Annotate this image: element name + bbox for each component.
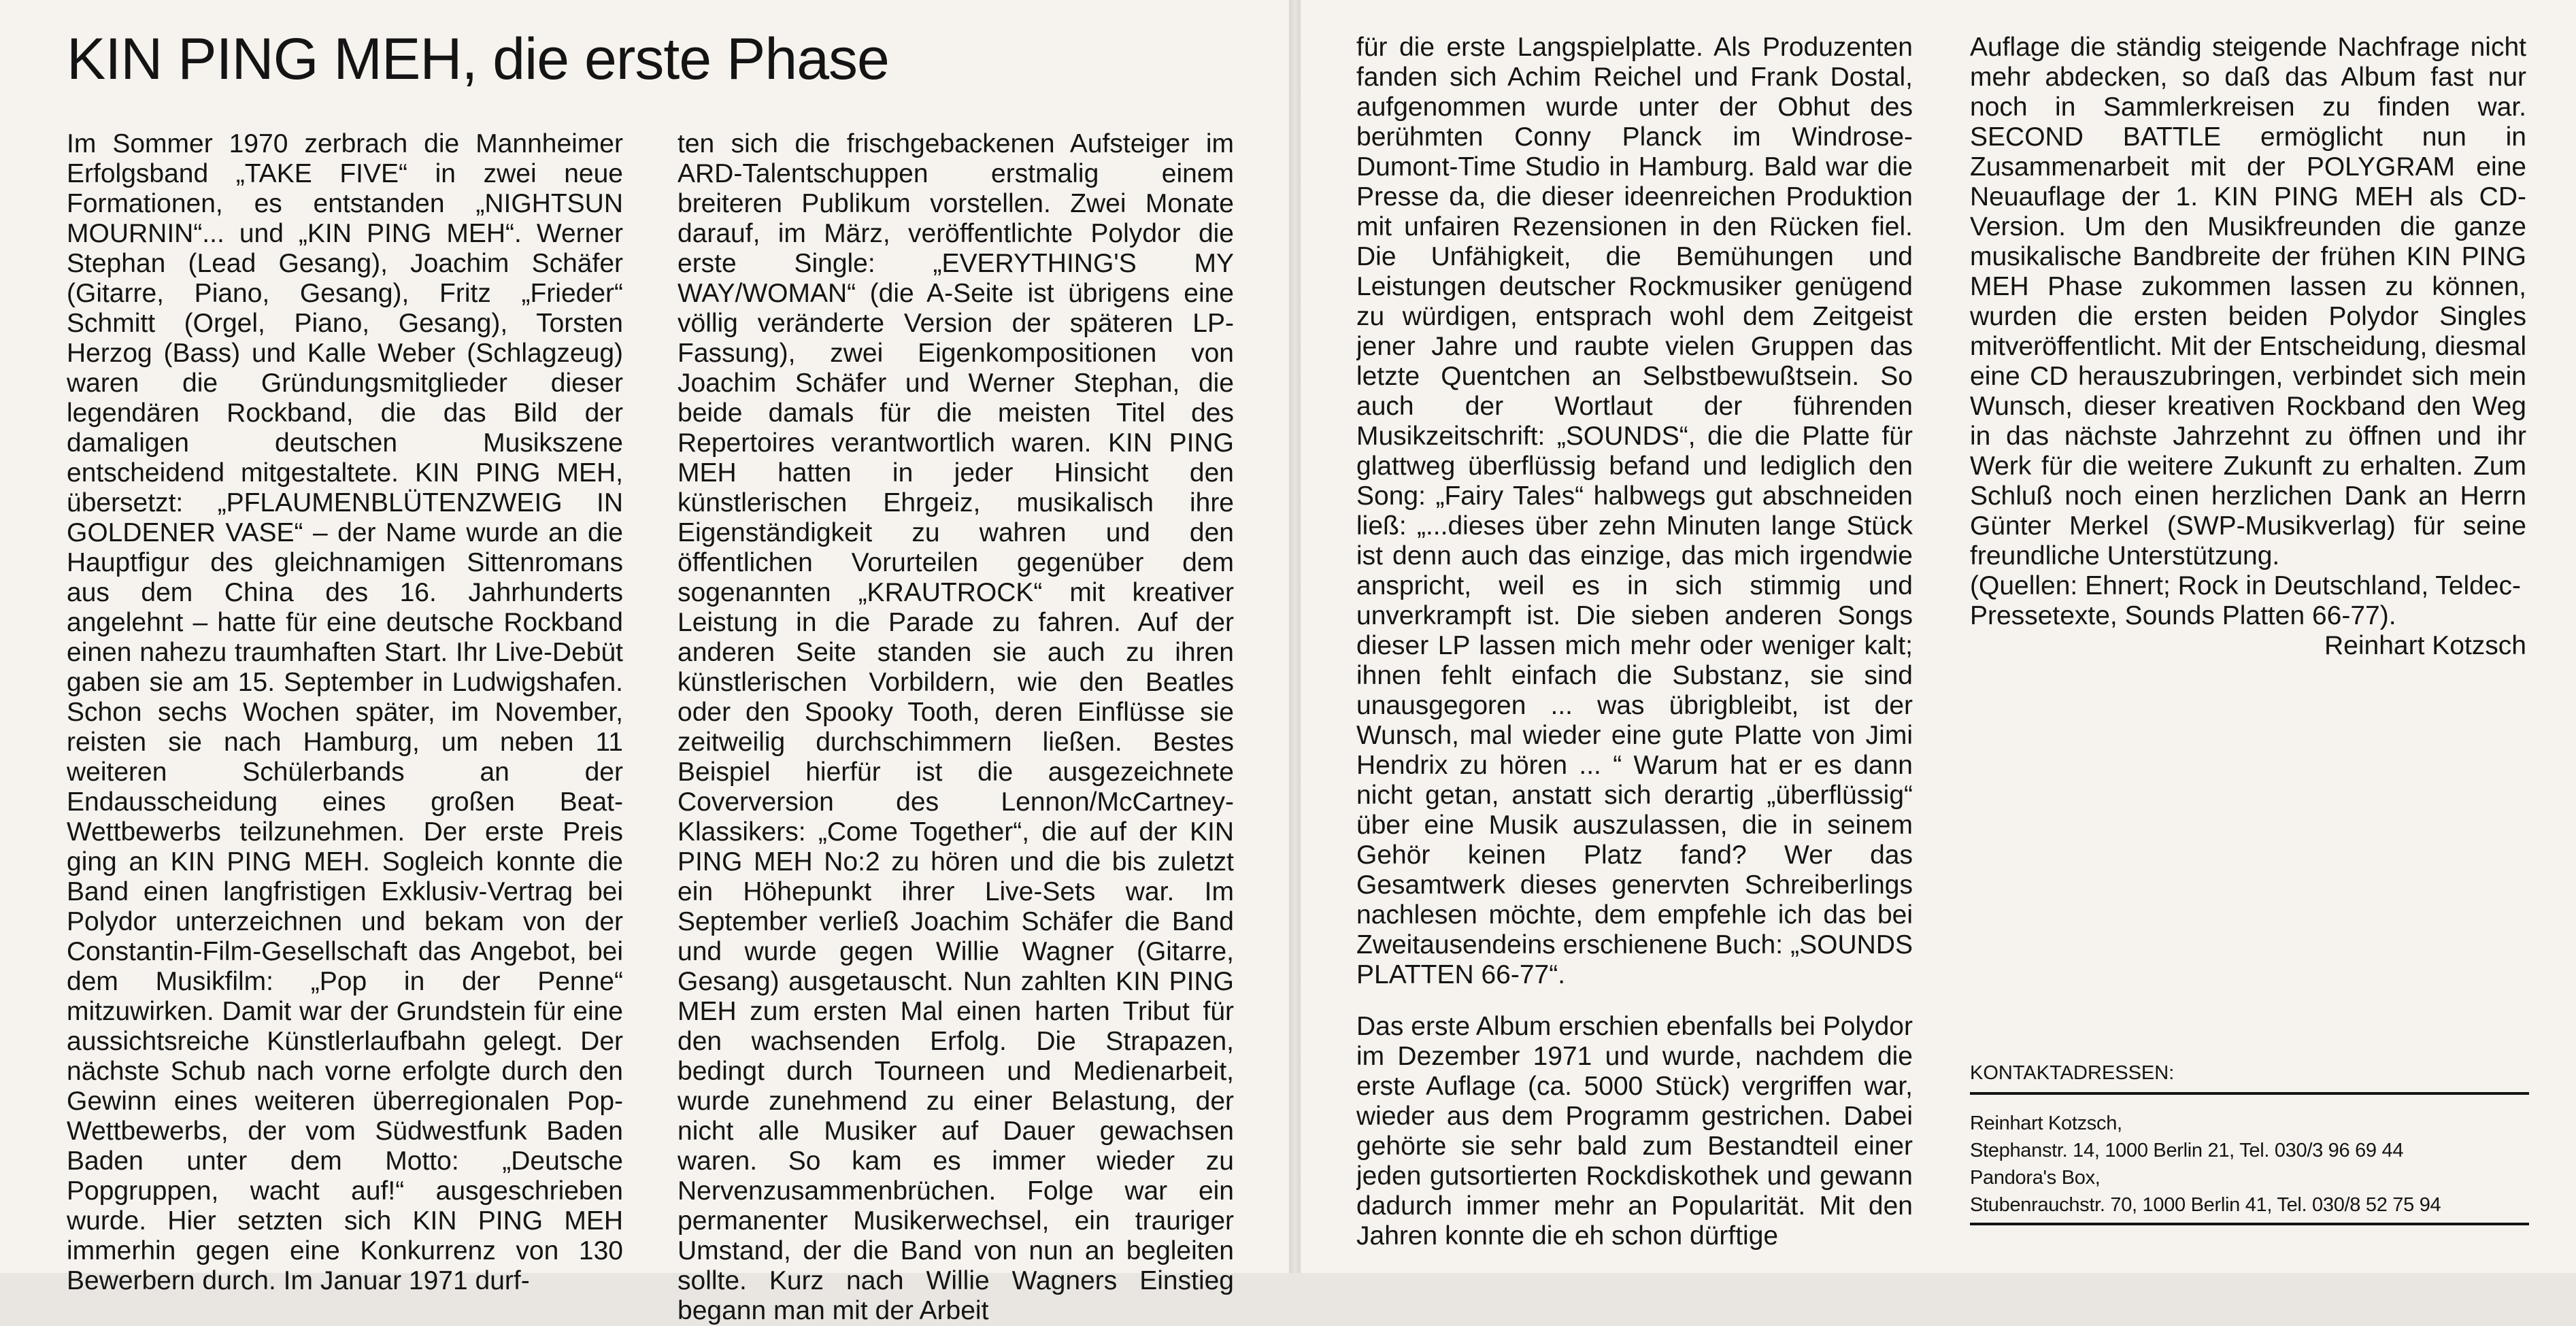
paragraph-gap bbox=[1356, 990, 1913, 1012]
text-column-2 bbox=[678, 129, 1234, 1326]
contact-addresses bbox=[1970, 1095, 2529, 1225]
column-4-text: Auflage die ständig steigende Nachfrage nicht mehr abdecken, so daß das Album fast nur noch in Sammlerkreisen zu finden war. SECOND BATTLE ermöglicht nun in Zusammenarbeit mit der POLYGRAM eine Neuauflage der 1. KIN PING MEH als CD-Version. Um den Musikfreunden die ganze musikalische Bandbreite der frühen KIN PING MEH Phase zukommen lassen zu können, wurden die ersten beiden Polydor Singles mitveröffentlicht. Mit der Entscheidung, diesmal eine CD herauszubringen, verbindet sich mein Wunsch, dieser kreativen Rockband den Weg in das nächste Jahrzehnt zu öffnen und ihr Werk für die weitere Zukunft zu erhalten. Zum Schluß noch einen herzlichen Dank an Herrn Günter Merkel (SWP-Musikverlag) für seine freundliche Unterstützung. bbox=[1970, 33, 2526, 571]
page-fold bbox=[1289, 0, 1301, 1273]
column-2-text: ten sich die frischgebackenen Aufsteiger im ARD-Talentschuppen erstmalig einem breiteren Publikum vorstellen. Zwei Monate darauf, im März, veröffentlichte Polydor die erste Single: „EVERYTHING'S MY WAY/WOMAN“ (die A-Seite ist übrigens eine völlig veränderte Version der späteren LP-Fassung), zwei Eigenkompositionen von Joachim Schäfer und Werner Stephan, die beide damals für die meisten Titel des Repertoires verantwortlich waren. KIN PING MEH hatten in jeder Hinsicht den künstlerischen Ehrgeiz, musikalisch ihre Eigenständigkeit zu wahren und den öffentlichen Vorurteilen gegenüber dem sogenannten „KRAUTROCK“ mit kreativer Leistung in die Parade zu fahren. Auf der anderen Seite standen sie auch zu ihren künstlerischen Vorbildern, wie den Beatles oder den Spooky Tooth, deren Einflüsse sie zeitweilig durchschimmern ließen. Bestes Beispiel hierfür ist die ausgezeichnete Coverversion des Lennon/McCartney-Klassikers: „Come Together“, die auf der KIN PING MEH No:2 zu hören und die bis zuletzt ein Höhepunkt ihrer Live-Sets war. Im September verließ Joachim Schäfer die Band und wurde gegen Willie Wagner (Gitarre, Gesang) ausgetauscht. Nun zahlten KIN PING MEH zum ersten Mal einen harten Tribut für den wachsenden Erfolg. Die Strapazen, bedingt durch Tourneen und Medienarbeit, wurde zunehmend zu einer Belastung, der nicht alle Musiker auf Dauer gewachsen waren. So kam es immer wieder zu Nervenzusammenbrüchen. Folge war ein permanenter Musikerwechsel, ein trauriger Umstand, der die Band von nun an begleiten sollte. Kurz nach Willie Wagners Einstieg begann man mit der Arbeit bbox=[678, 129, 1234, 1325]
contact-line: Reinhart Kotzsch, bbox=[1970, 1112, 2122, 1134]
text-column-1 bbox=[67, 129, 623, 1296]
contact-line: Stubenrauchstr. 70, 1000 Berlin 41, Tel. 030/8 52 75 94 bbox=[1970, 1194, 2441, 1216]
column-3-paragraph-2: Das erste Album erschien ebenfalls bei Polydor im Dezember 1971 und wurde, nachdem die erste Auflage (ca. 5000 Stück) vergriffen war, wieder aus dem Programm gestrichen. Dabei gehörte sie sehr bald zum Bestandteil einer jeden gutsortierten Rockdiskothek und gewann dadurch immer mehr an Popularität. Mit den Jahren konnte die eh schon dürftige bbox=[1356, 1012, 1913, 1251]
text-column-3 bbox=[1356, 33, 1913, 1251]
author-signature: Reinhart Kotzsch bbox=[2324, 631, 2526, 660]
article-title: KIN PING MEH, die erste Phase bbox=[67, 27, 889, 92]
contact-heading: KONTAKTADRESSEN: bbox=[1970, 1059, 2529, 1095]
sources-note: (Quellen: Ehnert; Rock in Deutschland, Teldec-Pressetexte, Sounds Platten 66-77). bbox=[1970, 571, 2522, 630]
column-1-text: Im Sommer 1970 zerbrach die Mannheimer Erfolgsband „TAKE FIVE“ in zwei neue Formationen, es entstanden „NIGHTSUN MOURNIN“... und „KIN PING MEH“. Werner Stephan (Lead Gesang), Joachim Schäfer (Gitarre, Piano, Gesang), Fritz „Frieder“ Schmitt (Orgel, Piano, Gesang), Torsten Herzog (Bass) und Kalle Weber (Schlagzeug) waren die Gründungsmitglieder dieser legendären Rockband, die das Bild der damaligen deutschen Musikszene entscheidend mitgestaltete. KIN PING MEH, übersetzt: „PFLAUMENBLÜTENZWEIG IN GOLDENER VASE“ – der Name wurde an die Hauptfigur des gleichnamigen Sittenromans aus dem China des 16. Jahrhunderts angelehnt – hatte für eine deutsche Rockband einen nahezu traumhaften Start. Ihr Live-Debüt gaben sie am 15. September in Ludwigshafen. Schon sechs Wochen später, im November, reisten sie nach Hamburg, um neben 11 weiteren Schülerbands an der Endausscheidung eines großen Beat-Wettbewerbs teilzunehmen. Der erste Preis ging an KIN PING MEH. Sogleich konnte die Band einen langfristigen Exklusiv-Vertrag bei Polydor unterzeichnen und bekam von der Constantin-Film-Gesellschaft das Angebot, bei dem Musikfilm: „Pop in der Penne“ mitzuwirken. Damit war der Grundstein für eine aussichtsreiche Künstlerlaufbahn gelegt. Der nächste Schub nach vorne erfolgte durch den Gewinn eines weiteren überregionalen Pop-Wettbewerbs, der vom Südwestfunk Baden Baden unter dem Motto: „Deutsche Popgruppen, wacht auf!“ ausgeschrieben wurde. Hier setzten sich KIN PING MEH immerhin gegen eine Konkurrenz von 130 Bewerbern durch. Im Januar 1971 durf- bbox=[67, 129, 623, 1295]
contact-line: Stephanstr. 14, 1000 Berlin 21, Tel. 030/3 96 69 44 bbox=[1970, 1140, 2404, 1161]
contact-line: Pandora's Box, bbox=[1970, 1167, 2101, 1189]
text-column-4 bbox=[1970, 33, 2526, 661]
column-3-paragraph-1: für die erste Langspielplatte. Als Produzenten fanden sich Achim Reichel und Frank Dostal, aufgenommen wurde unter der Obhut des berühmten Conny Planck im Windrose-Dumont-Time Studio in Hamburg. Bald war die Presse da, die dieser ideenreichen Produktion mit unfairen Rezensionen in den Rücken fiel. Die Unfähigkeit, die Bemühungen und Leistungen deutscher Rockmusiker genügend zu würdigen, entsprach wohl dem Zeitgeist jener Jahre und raubte vielen Gruppen das letzte Quentchen an Selbstbewußtsein. So auch der Wortlaut der führenden Musikzeitschrift: „SOUNDS“, die die Platte für glattweg überflüssig befand und lediglich den Song: „Fairy Tales“ halbwegs gut abschneiden ließ: „...dieses über zehn Minuten lange Stück ist denn auch das einzige, das mich irgendwie anspricht, weil es in sich stimmig und unverkrampft ist. Die sieben anderen Songs dieser LP lassen mich mehr oder weniger kalt; ihnen fehlt einfach die Substanz, sie sind unausgegoren ... was übrigbleibt, ist der Wunsch, mal wieder eine gute Platte von Jimi Hendrix zu hören ... “ Warum hat er es dann nicht getan, anstatt sich derartig „überflüssig“ über eine Musik auszulassen, die in seinem Gehör keinen Platz fand? Wer das Gesamtwerk dieses genervten Schreiberlings nachlesen möchte, dem empfehle ich das bei Zweitausendeins erschienene Buch: „SOUNDS PLATTEN 66-77“. bbox=[1356, 33, 1913, 989]
contact-block bbox=[1970, 1059, 2529, 1225]
